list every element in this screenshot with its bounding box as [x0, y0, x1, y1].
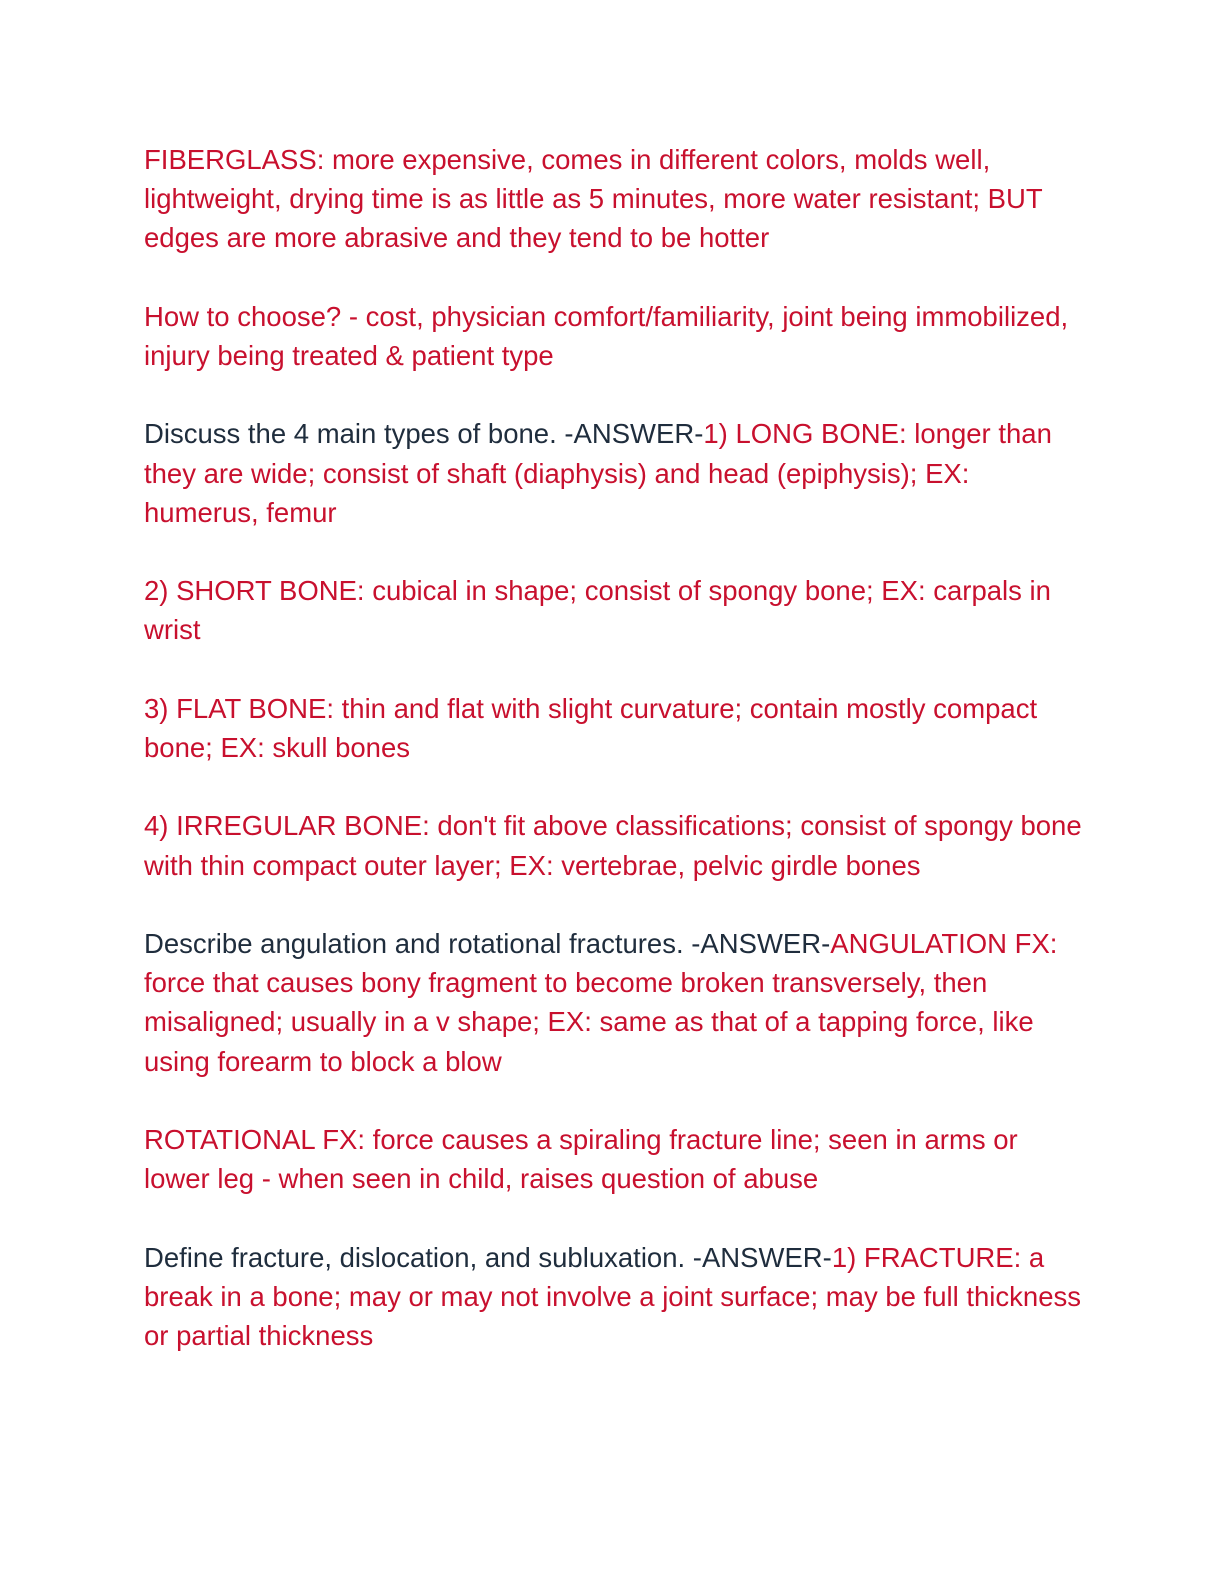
- question-text: Discuss the 4 main types of bone. -ANSWER-: [144, 418, 704, 450]
- answer-text: 4) IRREGULAR BONE: don't fit above classifications; consist of spongy bone with thin compact outer layer; EX: vertebrae, pelvic girdle bones: [144, 810, 1082, 881]
- paragraph-fiberglass: [144, 140, 1084, 258]
- answer-text: ANGULATION FX: force that causes bony fragment to become broken transversely, then misaligned; usually in a v shape; EX: same as that of a tapping force, like using forearm to block a blow: [144, 927, 1058, 1077]
- question-text: Define fracture, dislocation, and subluxation. -ANSWER-: [144, 1241, 832, 1273]
- answer-text: FIBERGLASS: more expensive, comes in different colors, molds well, lightweight, drying time is as little as 5 minutes, more water resistant; BUT edges are more abrasive and they tend to be hotter: [144, 144, 1043, 254]
- paragraph-bone-types: [144, 414, 1084, 532]
- paragraph-angulation: [144, 924, 1084, 1081]
- paragraph-short-bone: [144, 571, 1084, 649]
- paragraph-fracture-definition: [144, 1238, 1084, 1356]
- paragraph-flat-bone: [144, 689, 1084, 767]
- answer-text: 3) FLAT BONE: thin and flat with slight curvature; contain mostly compact bone; EX: skull bones: [144, 692, 1038, 763]
- answer-text: How to choose? - cost, physician comfort/familiarity, joint being immobilized, injury being treated & patient type: [144, 300, 1069, 371]
- answer-text: ROTATIONAL FX: force causes a spiraling fracture line; seen in arms or lower leg - when seen in child, raises question of abuse: [144, 1123, 1018, 1195]
- question-text: Describe angulation and rotational fractures. -ANSWER-: [144, 927, 831, 959]
- answer-text: 2) SHORT BONE: cubical in shape; consist of spongy bone; EX: carpals in wrist: [144, 575, 1051, 646]
- paragraph-how-to-choose: [144, 297, 1084, 375]
- document-page: [144, 140, 1084, 1394]
- answer-text: 1) LONG BONE: longer than they are wide; consist of shaft (diaphysis) and head (epiphysis); EX: humerus, femur: [144, 418, 1052, 528]
- paragraph-rotational: [144, 1120, 1084, 1198]
- paragraph-irregular-bone: [144, 806, 1084, 884]
- answer-text: 1) FRACTURE: a break in a bone; may or may not involve a joint surface; may be full thickness or partial thickness: [144, 1241, 1081, 1351]
